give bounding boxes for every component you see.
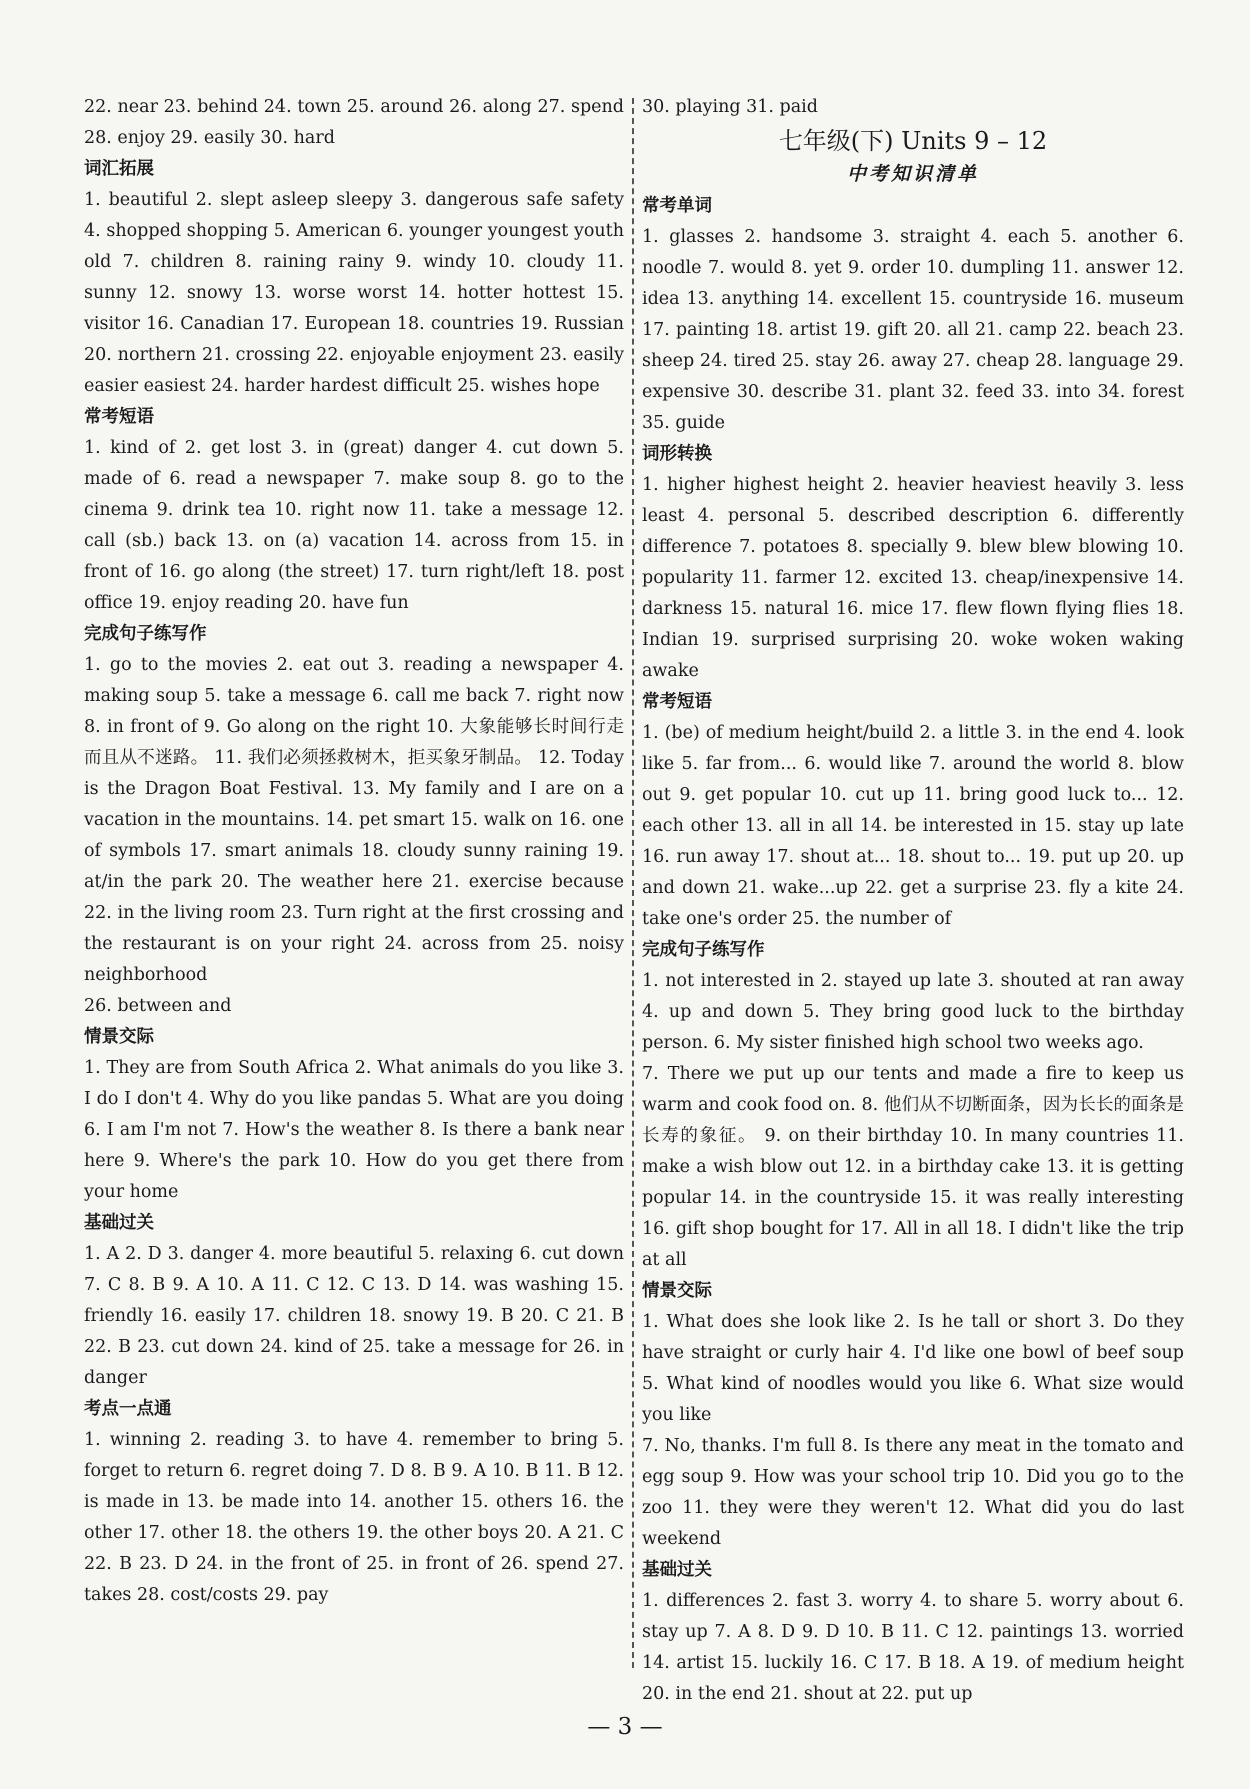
section-heading: 情景交际 <box>84 1027 154 1047</box>
left-column <box>84 92 624 1611</box>
answer-paragraph: 7. There we put up our tents and made a fire to keep us warm and cook food on. 8. 他们从不切断面条，因为长长的面条是长寿的象征。 9. on their birthday 10. In many countries 11. make a wish blow out 12. in a birthday cake 13. it is getting popular 14. in the countryside 15. it was really interesting 16. gift shop bought for 17. All in all 18. I didn't like the trip at all <box>642 1064 1184 1270</box>
answer-paragraph: 1. They are from South Africa 2. What animals do you like 3. I do I don't 4. Why do you like pandas 5. What are you doing 6. I am I'm not 7. How's the weather 8. Is there a bank near here 9. Where's the park 10. How do you get there from your home <box>84 1058 624 1202</box>
answer-paragraph: 1. winning 2. reading 3. to have 4. remember to bring 5. forget to return 6. regret doing 7. D 8. B 9. A 10. B 11. B 12. is made in 13. be made into 14. another 15. others 16. the other 17. other 18. the others 19. the other boys 20. A 21. C 22. B 23. D 24. in the front of 25. in front of 26. spend 27. takes 28. cost/costs 29. pay <box>84 1430 624 1605</box>
section-heading: 完成句子练写作 <box>84 624 207 644</box>
answer-paragraph: 1. beautiful 2. slept asleep sleepy 3. dangerous safe safety 4. shopped shopping 5. American 6. younger youngest youth old 7. children 8. raining rainy 9. windy 10. cloudy 11. sunny 12. snowy 13. worse worst 14. hotter hottest 15. visitor 16. Canadian 17. European 18. countries 19. Russian 20. northern 21. crossing 22. enjoyable enjoyment 23. easily easier easiest 24. harder hardest difficult 25. wishes hope <box>84 190 624 396</box>
answer-paragraph: 7. No, thanks. I'm full 8. Is there any meat in the tomato and egg soup 9. How was your school trip 10. Did you go to the zoo 11. they were they weren't 12. What did you do last weekend <box>642 1436 1184 1549</box>
section-heading: 常考短语 <box>642 692 712 712</box>
right-top-text: 30. playing 31. paid <box>642 97 818 117</box>
section-heading: 常考短语 <box>84 407 154 427</box>
answer-paragraph: 1. (be) of medium height/build 2. a little 3. in the end 4. look like 5. far from... 6. would like 7. around the world 8. blow out 9. get popular 10. cut up 11. bring good luck to... 12. each other 13. all in all 14. be interested in 15. stay up late 16. run away 17. shout at... 18. shout to... 19. put up 20. up and down 21. wake...up 22. get a surprise 23. fly a kite 24. take one's order 25. the number of <box>642 723 1184 929</box>
answer-paragraph: 1. not interested in 2. stayed up late 3. shouted at ran away 4. up and down 5. They bring good luck to the birthday person. 6. My sister finished high school two weeks ago. <box>642 971 1184 1053</box>
column-divider <box>632 98 634 1668</box>
page-number: — 3 — <box>587 1714 663 1740</box>
right-column <box>642 92 1184 1710</box>
section-heading: 完成句子练写作 <box>642 940 765 960</box>
section-heading: 基础过关 <box>642 1560 712 1580</box>
section-heading: 词形转换 <box>642 444 712 464</box>
section-subtitle: 中考知识清单 <box>846 163 979 185</box>
section-heading: 常考单词 <box>642 196 712 216</box>
answer-paragraph: 1. higher highest height 2. heavier heaviest heavily 3. less least 4. personal 5. described description 6. differently difference 7. potatoes 8. specially 9. blew blew blowing 10. popularity 11. farmer 12. excited 13. cheap/inexpensive 14. darkness 15. natural 16. mice 17. flew flown flying flies 18. Indian 19. surprised surprising 20. woke woken waking awake <box>642 475 1184 681</box>
answer-paragraph: 1. A 2. D 3. danger 4. more beautiful 5. relaxing 6. cut down 7. C 8. B 9. A 10. A 11. C 12. C 13. D 14. was washing 15. friendly 16. easily 17. children 18. snowy 19. B 20. C 21. B 22. B 23. cut down 24. kind of 25. take a message for 26. in danger <box>84 1244 624 1388</box>
answer-paragraph: 1. go to the movies 2. eat out 3. reading a newspaper 4. making soup 5. take a message 6. call me back 7. right now 8. in front of 9. Go along on the right 10. 大象能够长时间行走而且从不迷路。 11. 我们必须拯救树木，拒买象牙制品。 12. Today is the Dragon Boat Festival. 13. My family and I are on a vacation in the mountains. 14. pet smart 15. walk on 16. one of symbols 17. smart animals 18. cloudy sunny raining 19. at/in the park 20. The weather here 21. exercise because 22. in the living room 23. Turn right at the first crossing and the restaurant is on your right 24. across from 25. noisy neighborhood <box>84 655 624 985</box>
answer-paragraph: 26. between and <box>84 996 232 1016</box>
section-heading: 情景交际 <box>642 1281 712 1301</box>
section-title: 七年级(下) Units 9 – 12 <box>778 127 1048 155</box>
answer-paragraph: 1. differences 2. fast 3. worry 4. to share 5. worry about 6. stay up 7. A 8. D 9. D 10. B 11. C 12. paintings 13. worried 14. artist 15. luckily 16. C 17. B 18. A 19. of medium height 20. in the end 21. shout at 22. put up <box>642 1591 1184 1704</box>
answer-paragraph: 1. kind of 2. get lost 3. in (great) danger 4. cut down 5. made of 6. read a newspaper 7. make soup 8. go to the cinema 9. drink tea 10. right now 11. take a message 12. call (sb.) back 13. on (a) vacation 14. across from 15. in front of 16. go along (the street) 17. turn right/left 18. post office 19. enjoy reading 20. have fun <box>84 438 624 613</box>
section-heading: 考点一点通 <box>84 1399 172 1419</box>
answer-paragraph: 22. near 23. behind 24. town 25. around 26. along 27. spend 28. enjoy 29. easily 30. hard <box>84 97 624 148</box>
answer-paragraph: 1. What does she look like 2. Is he tall or short 3. Do they have straight or curly hair 4. I'd like one bowl of beef soup 5. What kind of noodles would you like 6. What size would you like <box>642 1312 1184 1425</box>
answer-paragraph: 1. glasses 2. handsome 3. straight 4. each 5. another 6. noodle 7. would 8. yet 9. order 10. dumpling 11. answer 12. idea 13. anything 14. excellent 15. countryside 16. museum 17. painting 18. artist 19. gift 20. all 21. camp 22. beach 23. sheep 24. tired 25. stay 26. away 27. cheap 28. language 29. expensive 30. describe 31. plant 32. feed 33. into 34. forest 35. guide <box>642 227 1184 433</box>
section-heading: 基础过关 <box>84 1213 154 1233</box>
section-heading: 词汇拓展 <box>84 159 154 179</box>
